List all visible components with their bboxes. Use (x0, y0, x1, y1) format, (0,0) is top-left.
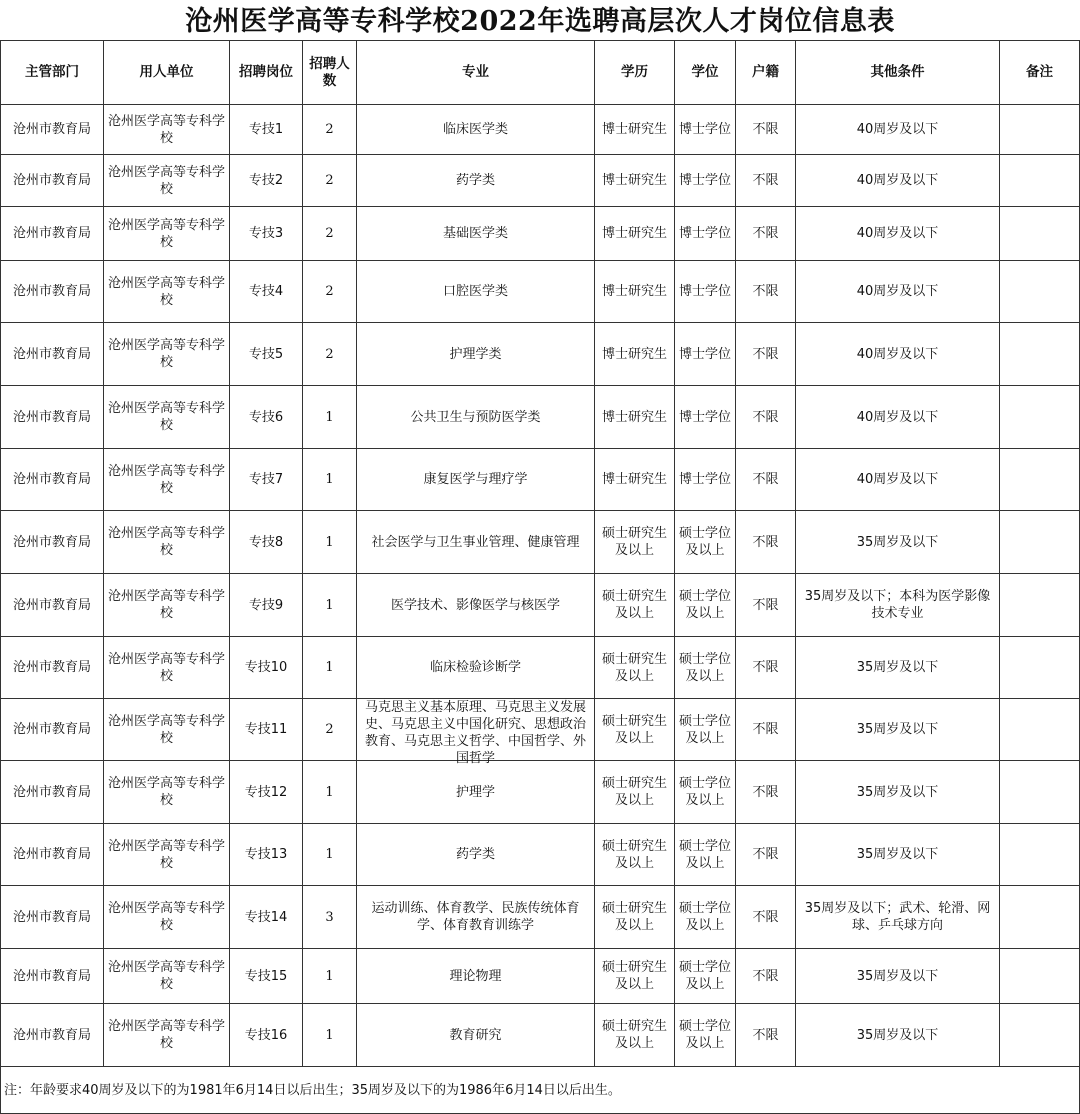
header-post: 招聘岗位 (230, 41, 303, 105)
cell-unit: 沧州医学高等专科学校 (104, 699, 230, 761)
cell-other: 40周岁及以下 (796, 449, 1000, 511)
cell-major: 康复医学与理疗学 (357, 449, 595, 511)
cell-dept: 沧州市教育局 (1, 207, 104, 261)
cell-major: 公共卫生与预防医学类 (357, 386, 595, 449)
cell-unit: 沧州医学高等专科学校 (104, 637, 230, 699)
cell-degree: 博士学位 (675, 105, 736, 155)
table-header-row (1, 41, 1080, 105)
cell-count: 1 (303, 449, 357, 511)
header-major: 专业 (357, 41, 595, 105)
cell-other: 35周岁及以下 (796, 637, 1000, 699)
cell-count: 1 (303, 824, 357, 886)
cell-dept: 沧州市教育局 (1, 949, 104, 1004)
cell-dept: 沧州市教育局 (1, 886, 104, 949)
table-row (1, 824, 1080, 886)
cell-degree: 博士学位 (675, 155, 736, 207)
cell-remark (1000, 637, 1080, 699)
cell-edu: 硕士研究生及以上 (595, 886, 675, 949)
cell-hukou: 不限 (736, 386, 796, 449)
cell-post: 专技1 (230, 105, 303, 155)
cell-edu: 博士研究生 (595, 155, 675, 207)
cell-count: 2 (303, 699, 357, 761)
cell-major: 临床检验诊断学 (357, 637, 595, 699)
cell-other: 35周岁及以下 (796, 1004, 1000, 1067)
table-row (1, 886, 1080, 949)
cell-remark (1000, 949, 1080, 1004)
cell-hukou: 不限 (736, 323, 796, 386)
table-row (1, 761, 1080, 824)
cell-major: 基础医学类 (357, 207, 595, 261)
table-row (1, 637, 1080, 699)
cell-major: 教育研究 (357, 1004, 595, 1067)
header-unit: 用人单位 (104, 41, 230, 105)
table-row (1, 323, 1080, 386)
cell-unit: 沧州医学高等专科学校 (104, 949, 230, 1004)
cell-edu: 硕士研究生及以上 (595, 761, 675, 824)
positions-table (0, 40, 1080, 1114)
cell-count: 1 (303, 1004, 357, 1067)
cell-other: 35周岁及以下 (796, 761, 1000, 824)
cell-unit: 沧州医学高等专科学校 (104, 323, 230, 386)
cell-unit: 沧州医学高等专科学校 (104, 386, 230, 449)
table-row (1, 449, 1080, 511)
cell-remark (1000, 207, 1080, 261)
cell-dept: 沧州市教育局 (1, 637, 104, 699)
cell-unit: 沧州医学高等专科学校 (104, 105, 230, 155)
cell-count: 1 (303, 511, 357, 574)
cell-degree: 博士学位 (675, 261, 736, 323)
cell-post: 专技15 (230, 949, 303, 1004)
header-hukou: 户籍 (736, 41, 796, 105)
cell-major: 护理学类 (357, 323, 595, 386)
cell-hukou: 不限 (736, 949, 796, 1004)
cell-post: 专技2 (230, 155, 303, 207)
cell-degree: 硕士学位及以上 (675, 699, 736, 761)
cell-post: 专技4 (230, 261, 303, 323)
cell-degree: 博士学位 (675, 386, 736, 449)
cell-dept: 沧州市教育局 (1, 761, 104, 824)
cell-degree: 博士学位 (675, 323, 736, 386)
cell-hukou: 不限 (736, 761, 796, 824)
cell-other: 40周岁及以下 (796, 386, 1000, 449)
cell-other: 40周岁及以下 (796, 105, 1000, 155)
cell-degree: 博士学位 (675, 207, 736, 261)
cell-edu: 硕士研究生及以上 (595, 574, 675, 637)
cell-count: 1 (303, 637, 357, 699)
cell-post: 专技5 (230, 323, 303, 386)
cell-edu: 硕士研究生及以上 (595, 949, 675, 1004)
header-remark: 备注 (1000, 41, 1080, 105)
cell-major: 临床医学类 (357, 105, 595, 155)
table-row (1, 511, 1080, 574)
cell-remark (1000, 574, 1080, 637)
cell-other: 35周岁及以下 (796, 511, 1000, 574)
cell-other: 35周岁及以下 (796, 699, 1000, 761)
cell-unit: 沧州医学高等专科学校 (104, 886, 230, 949)
table-note: 注：年龄要求40周岁及以下的为1981年6月14日以后出生；35周岁及以下的为1986年6月14日以后出生。 (1, 1067, 1080, 1114)
table-row (1, 105, 1080, 155)
cell-remark (1000, 323, 1080, 386)
page-title: 沧州医学高等专科学校2022年选聘高层次人才岗位信息表 (185, 6, 895, 37)
cell-count: 3 (303, 886, 357, 949)
cell-degree: 硕士学位及以上 (675, 1004, 736, 1067)
cell-remark (1000, 386, 1080, 449)
cell-unit: 沧州医学高等专科学校 (104, 824, 230, 886)
cell-post: 专技10 (230, 637, 303, 699)
cell-dept: 沧州市教育局 (1, 261, 104, 323)
cell-degree: 硕士学位及以上 (675, 824, 736, 886)
cell-edu: 博士研究生 (595, 449, 675, 511)
cell-post: 专技6 (230, 386, 303, 449)
cell-remark (1000, 886, 1080, 949)
cell-unit: 沧州医学高等专科学校 (104, 1004, 230, 1067)
cell-unit: 沧州医学高等专科学校 (104, 761, 230, 824)
cell-edu: 硕士研究生及以上 (595, 637, 675, 699)
cell-dept: 沧州市教育局 (1, 323, 104, 386)
cell-other: 35周岁及以下；本科为医学影像技术专业 (796, 574, 1000, 637)
cell-count: 2 (303, 155, 357, 207)
cell-unit: 沧州医学高等专科学校 (104, 155, 230, 207)
cell-major (357, 699, 595, 766)
cell-hukou: 不限 (736, 207, 796, 261)
cell-hukou: 不限 (736, 1004, 796, 1067)
cell-other: 35周岁及以下 (796, 949, 1000, 1004)
cell-remark (1000, 155, 1080, 207)
cell-degree: 硕士学位及以上 (675, 574, 736, 637)
cell-unit: 沧州医学高等专科学校 (104, 511, 230, 574)
table-row (1, 207, 1080, 261)
cell-degree: 博士学位 (675, 449, 736, 511)
cell-dept: 沧州市教育局 (1, 155, 104, 207)
cell-remark (1000, 1004, 1080, 1067)
cell-major: 药学类 (357, 824, 595, 886)
cell-degree: 硕士学位及以上 (675, 761, 736, 824)
cell-hukou: 不限 (736, 886, 796, 949)
header-edu: 学历 (595, 41, 675, 105)
cell-hukou: 不限 (736, 449, 796, 511)
note-row (1, 1067, 1080, 1114)
header-degree: 学位 (675, 41, 736, 105)
cell-degree: 硕士学位及以上 (675, 511, 736, 574)
cell-unit: 沧州医学高等专科学校 (104, 207, 230, 261)
table-row (1, 699, 1080, 761)
cell-other: 35周岁及以下 (796, 824, 1000, 886)
cell-edu: 博士研究生 (595, 323, 675, 386)
cell-edu: 硕士研究生及以上 (595, 511, 675, 574)
cell-post: 专技9 (230, 574, 303, 637)
cell-hukou: 不限 (736, 105, 796, 155)
cell-remark (1000, 105, 1080, 155)
header-other: 其他条件 (796, 41, 1000, 105)
cell-degree: 硕士学位及以上 (675, 949, 736, 1004)
header-count: 招聘人数 (303, 41, 357, 105)
cell-unit: 沧州医学高等专科学校 (104, 574, 230, 637)
cell-count: 1 (303, 761, 357, 824)
cell-edu: 博士研究生 (595, 386, 675, 449)
cell-edu: 硕士研究生及以上 (595, 824, 675, 886)
cell-dept: 沧州市教育局 (1, 574, 104, 637)
cell-count: 2 (303, 207, 357, 261)
cell-major: 口腔医学类 (357, 261, 595, 323)
table-row (1, 261, 1080, 323)
cell-post: 专技16 (230, 1004, 303, 1067)
cell-dept: 沧州市教育局 (1, 449, 104, 511)
cell-remark (1000, 449, 1080, 511)
cell-remark (1000, 511, 1080, 574)
cell-major-text: 马克思主义基本原理、马克思主义发展史、马克思主义中国化研究、思想政治教育、马克思主义哲学、中国哲学、外国哲学 (364, 700, 586, 766)
cell-hukou: 不限 (736, 261, 796, 323)
cell-edu: 博士研究生 (595, 207, 675, 261)
cell-other: 40周岁及以下 (796, 207, 1000, 261)
cell-degree: 硕士学位及以上 (675, 886, 736, 949)
cell-edu: 博士研究生 (595, 105, 675, 155)
cell-other: 40周岁及以下 (796, 323, 1000, 386)
cell-post: 专技12 (230, 761, 303, 824)
cell-count: 1 (303, 386, 357, 449)
cell-other: 35周岁及以下；武术、轮滑、网球、乒乓球方向 (796, 886, 1000, 949)
cell-major: 理论物理 (357, 949, 595, 1004)
cell-count: 2 (303, 323, 357, 386)
cell-dept: 沧州市教育局 (1, 1004, 104, 1067)
cell-unit: 沧州医学高等专科学校 (104, 449, 230, 511)
cell-hukou: 不限 (736, 699, 796, 761)
cell-count: 2 (303, 105, 357, 155)
cell-hukou: 不限 (736, 574, 796, 637)
cell-edu: 硕士研究生及以上 (595, 699, 675, 761)
cell-major: 社会医学与卫生事业管理、健康管理 (357, 511, 595, 574)
cell-major: 医学技术、影像医学与核医学 (357, 574, 595, 637)
cell-remark (1000, 261, 1080, 323)
cell-dept: 沧州市教育局 (1, 511, 104, 574)
table-row (1, 386, 1080, 449)
cell-degree: 硕士学位及以上 (675, 637, 736, 699)
cell-post: 专技3 (230, 207, 303, 261)
cell-major: 运动训练、体育教学、民族传统体育学、体育教育训练学 (357, 886, 595, 949)
cell-post: 专技8 (230, 511, 303, 574)
cell-dept: 沧州市教育局 (1, 386, 104, 449)
cell-other: 40周岁及以下 (796, 261, 1000, 323)
table-row (1, 574, 1080, 637)
cell-dept: 沧州市教育局 (1, 105, 104, 155)
cell-unit: 沧州医学高等专科学校 (104, 261, 230, 323)
cell-remark (1000, 761, 1080, 824)
cell-dept: 沧州市教育局 (1, 824, 104, 886)
cell-remark (1000, 824, 1080, 886)
cell-edu: 博士研究生 (595, 261, 675, 323)
cell-post: 专技14 (230, 886, 303, 949)
cell-hukou: 不限 (736, 637, 796, 699)
cell-count: 1 (303, 574, 357, 637)
cell-dept: 沧州市教育局 (1, 699, 104, 761)
cell-hukou: 不限 (736, 155, 796, 207)
cell-other: 40周岁及以下 (796, 155, 1000, 207)
cell-remark (1000, 699, 1080, 761)
cell-post: 专技13 (230, 824, 303, 886)
cell-post: 专技11 (230, 699, 303, 761)
cell-hukou: 不限 (736, 824, 796, 886)
table-row (1, 1004, 1080, 1067)
cell-count: 2 (303, 261, 357, 323)
table-row (1, 155, 1080, 207)
cell-major: 护理学 (357, 761, 595, 824)
cell-count: 1 (303, 949, 357, 1004)
header-dept: 主管部门 (1, 41, 104, 105)
cell-major: 药学类 (357, 155, 595, 207)
cell-hukou: 不限 (736, 511, 796, 574)
cell-post: 专技7 (230, 449, 303, 511)
table-row (1, 949, 1080, 1004)
cell-edu: 硕士研究生及以上 (595, 1004, 675, 1067)
